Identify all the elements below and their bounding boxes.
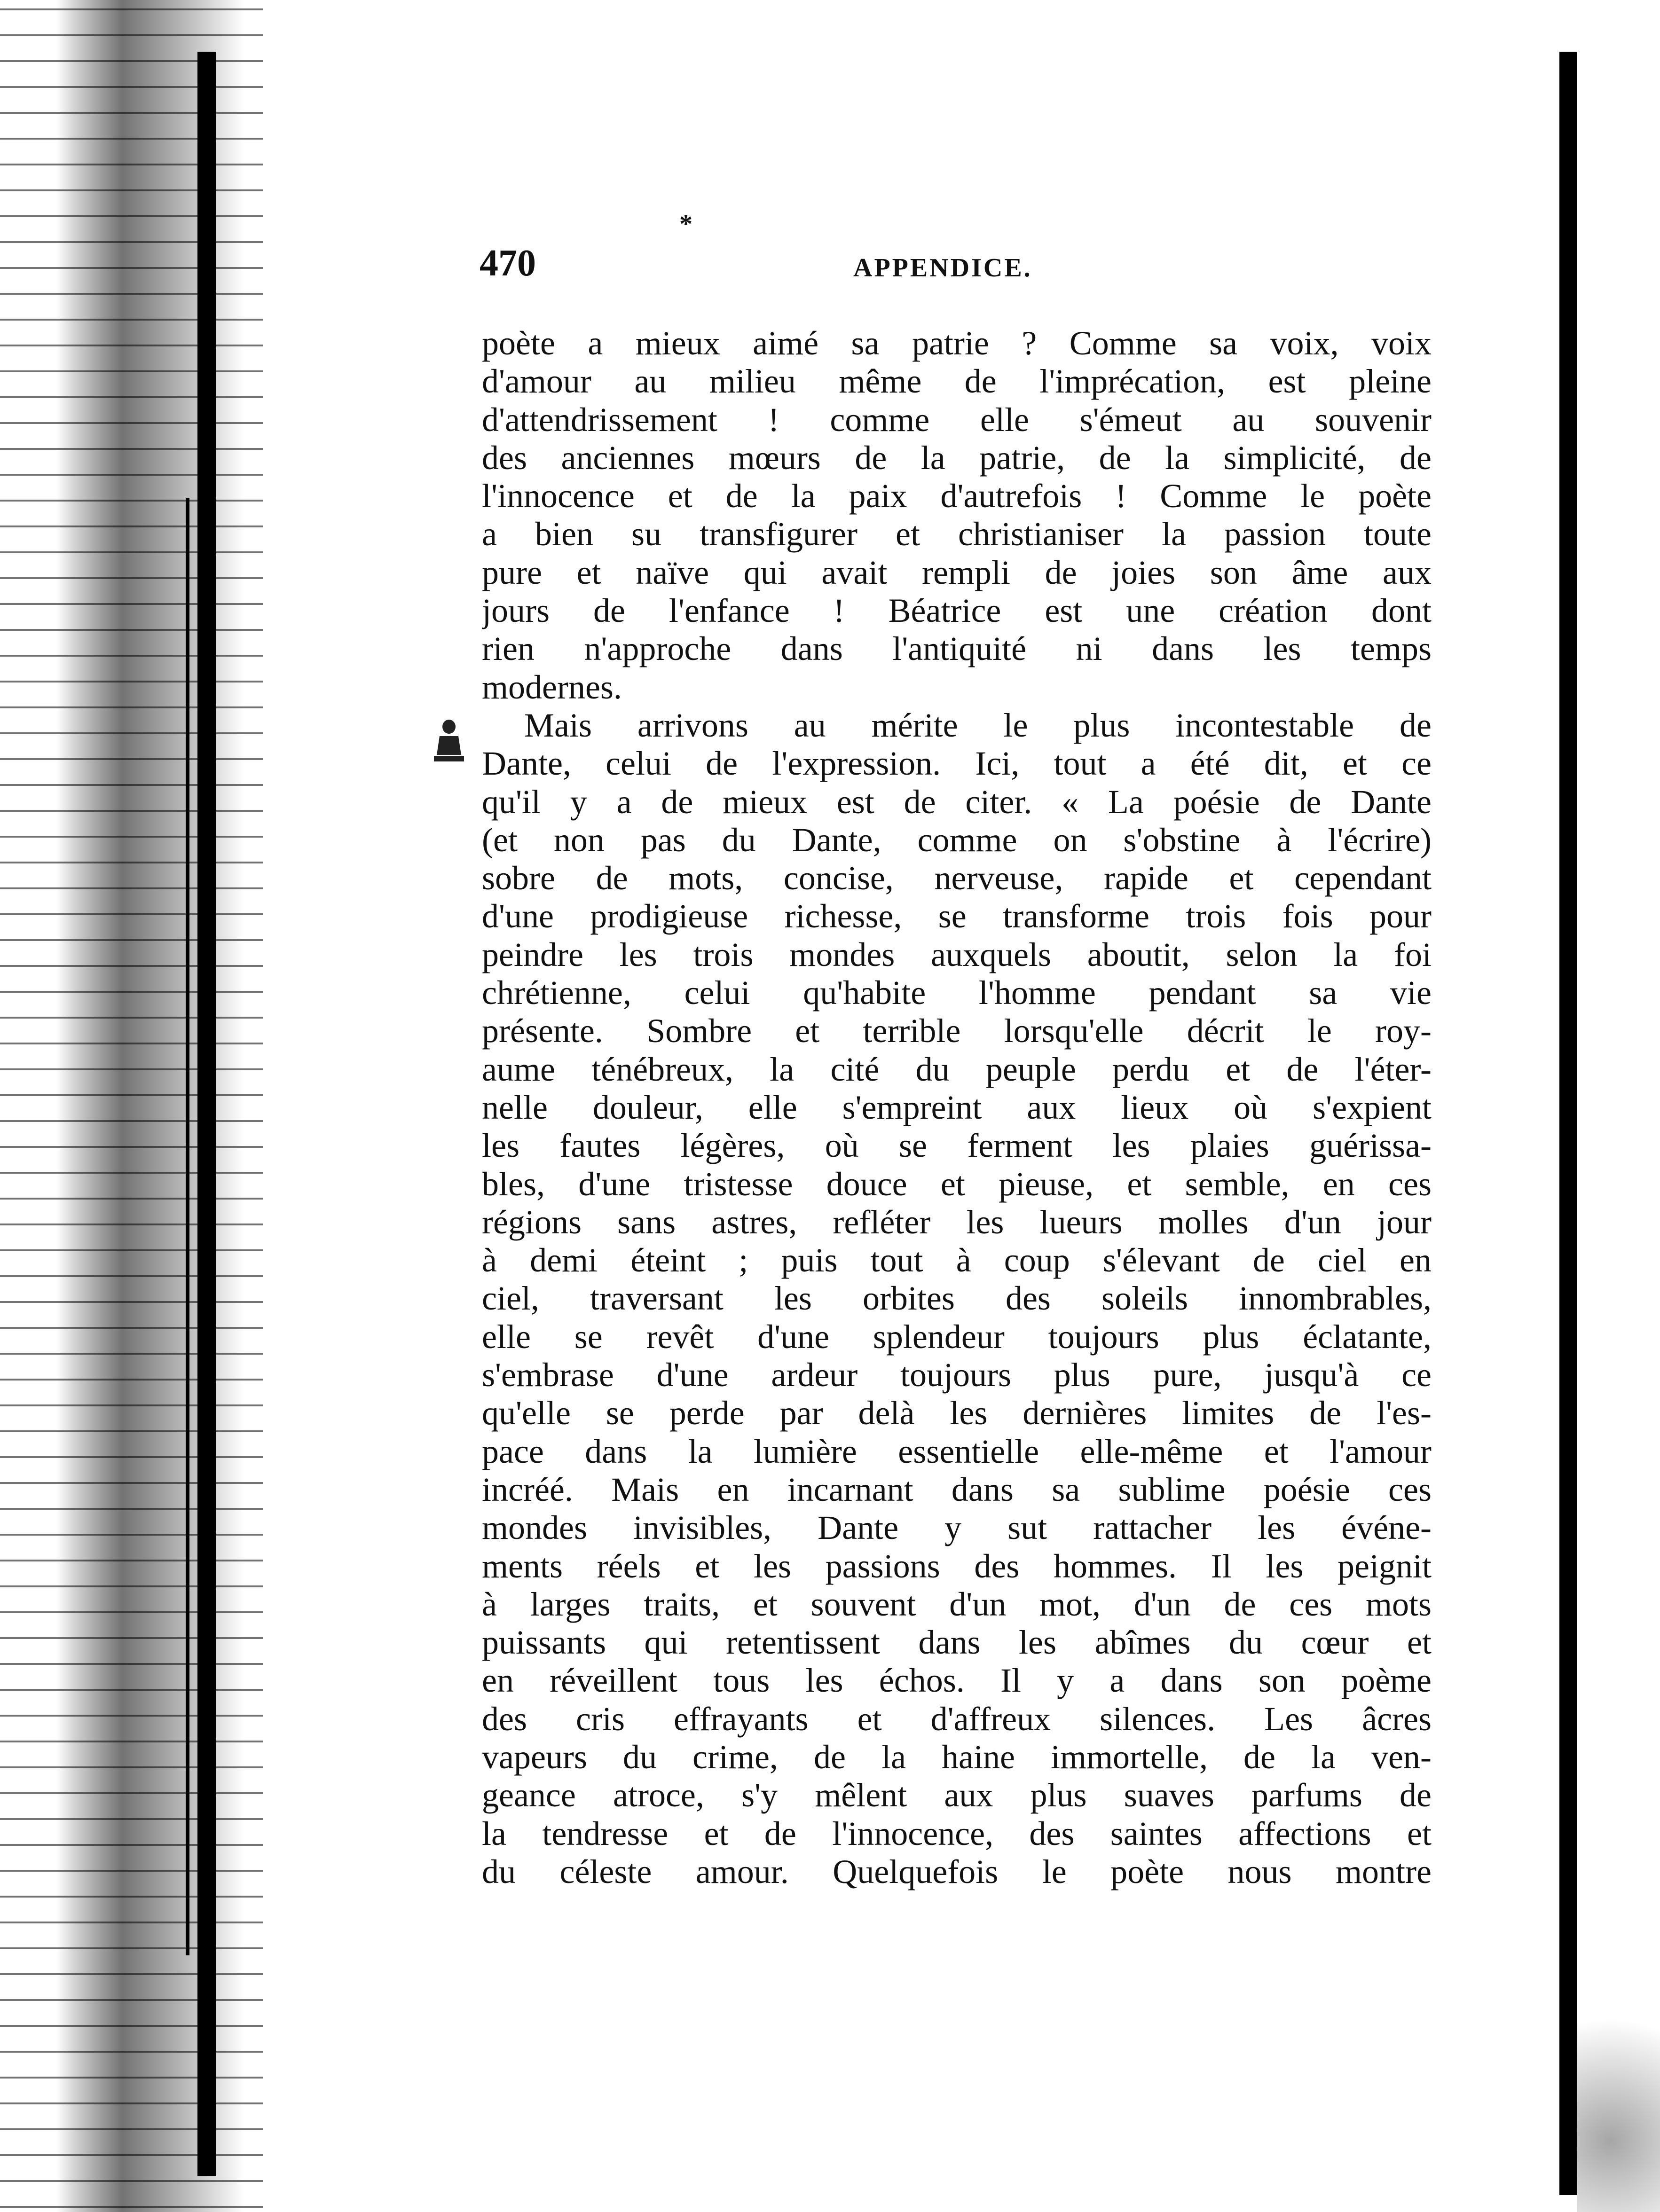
text-line: des cris effrayants et d'affreux silences. Les âcres <box>482 1700 1432 1738</box>
text-line: à demi éteint ; puis tout à coup s'élevant de ciel en <box>482 1241 1432 1279</box>
text-line: jours de l'enfance ! Béatrice est une création dont <box>482 592 1432 630</box>
binding-edge-noise <box>0 0 263 2212</box>
text-line: chrétienne, celui qu'habite l'homme pendant sa vie <box>482 974 1432 1012</box>
binding-rule <box>197 52 216 2176</box>
text-line: d'attendrissement ! comme elle s'émeut au souvenir <box>482 400 1432 439</box>
text-line: qu'il y a de mieux est de citer. « La poésie de Dante <box>482 783 1432 821</box>
text-line: qu'elle se perde par delà les dernières limites de l'es- <box>482 1394 1432 1432</box>
body-text <box>482 324 1432 1891</box>
running-head: APPENDICE. <box>853 253 1032 282</box>
header-mark: * <box>679 210 692 239</box>
text-line: elle se revêt d'une splendeur toujours plus éclatante, <box>482 1318 1432 1356</box>
text-line: (et non pas du Dante, comme on s'obstine à l'écrire) <box>482 821 1432 859</box>
text-line: en réveillent tous les échos. Il y a dans son poème <box>482 1662 1432 1700</box>
paragraph-start: Mais arrivons au mérite le plus incontestable de <box>524 706 1432 744</box>
text-line: a bien su transfigurer et christianiser la passion toute <box>482 515 1432 553</box>
text-line: les fautes légères, où se ferment les plaies guérissa- <box>482 1127 1432 1165</box>
text-line: rien n'approche dans l'antiquité ni dans les temps <box>482 630 1432 668</box>
text-line: peindre les trois mondes auxquels aboutit, selon la foi <box>482 935 1432 973</box>
text-line: Dante, celui de l'expression. Ici, tout a été dit, et ce <box>482 745 1432 783</box>
text-line: des anciennes mœurs de la patrie, de la simplicité, de <box>482 439 1432 477</box>
text-line: vapeurs du crime, de la haine immortelle, de la ven- <box>482 1738 1432 1776</box>
text-line: du céleste amour. Quelquefois le poète nous montre <box>482 1852 1432 1890</box>
page-header <box>480 210 1053 289</box>
text-line: geance atroce, s'y mêlent aux plus suaves parfums de <box>482 1776 1432 1814</box>
text-line: d'amour au milieu même de l'imprécation, est pleine <box>482 362 1432 400</box>
text-line: d'une prodigieuse richesse, se transforme trois fois pour <box>482 897 1432 935</box>
text-line: s'embrase d'une ardeur toujours plus pure, jusqu'à ce <box>482 1356 1432 1394</box>
text-line: puissants qui retentissent dans les abîmes du cœur et <box>482 1624 1432 1662</box>
text-line: pure et naïve qui avait rempli de joies son âme aux <box>482 553 1432 591</box>
text-line: mondes invisibles, Dante y sut rattacher les événe- <box>482 1509 1432 1547</box>
text-line: présente. Sombre et terrible lorsqu'elle décrit le roy- <box>482 1012 1432 1050</box>
binding-rule-thin <box>186 498 189 1955</box>
text-line: modernes. <box>482 668 622 706</box>
text-line: bles, d'une tristesse douce et pieuse, et semble, en ces <box>482 1165 1432 1203</box>
text-line: poète a mieux aimé sa patrie ? Comme sa voix, voix <box>482 324 1432 362</box>
text-line: à larges traits, et souvent d'un mot, d'un de ces mots <box>482 1585 1432 1623</box>
text-line: ciel, traversant les orbites des soleils innombrables, <box>482 1279 1432 1318</box>
text-line: régions sans astres, refléter les lueurs molles d'un jour <box>482 1203 1432 1241</box>
text-line: incréé. Mais en incarnant dans sa sublime poésie ces <box>482 1470 1432 1508</box>
page-number: 470 <box>480 243 536 284</box>
text-line: sobre de mots, concise, nerveuse, rapide et cependant <box>482 859 1432 897</box>
scan-noise <box>1577 1974 1660 2212</box>
text-line: la tendresse et de l'innocence, des saintes affections et <box>482 1814 1432 1852</box>
text-line: l'innocence et de la paix d'autrefois ! Comme le poète <box>482 477 1432 515</box>
text-line: nelle douleur, elle s'empreint aux lieux où s'expient <box>482 1088 1432 1126</box>
bookmark-icon <box>430 718 468 765</box>
page-edge-bar <box>1559 52 1577 2195</box>
text-line: aume ténébreux, la cité du peuple perdu et de l'éter- <box>482 1050 1432 1088</box>
text-line: ments réels et les passions des hommes. Il les peignit <box>482 1547 1432 1585</box>
text-line: pace dans la lumière essentielle elle-même et l'amour <box>482 1432 1432 1470</box>
